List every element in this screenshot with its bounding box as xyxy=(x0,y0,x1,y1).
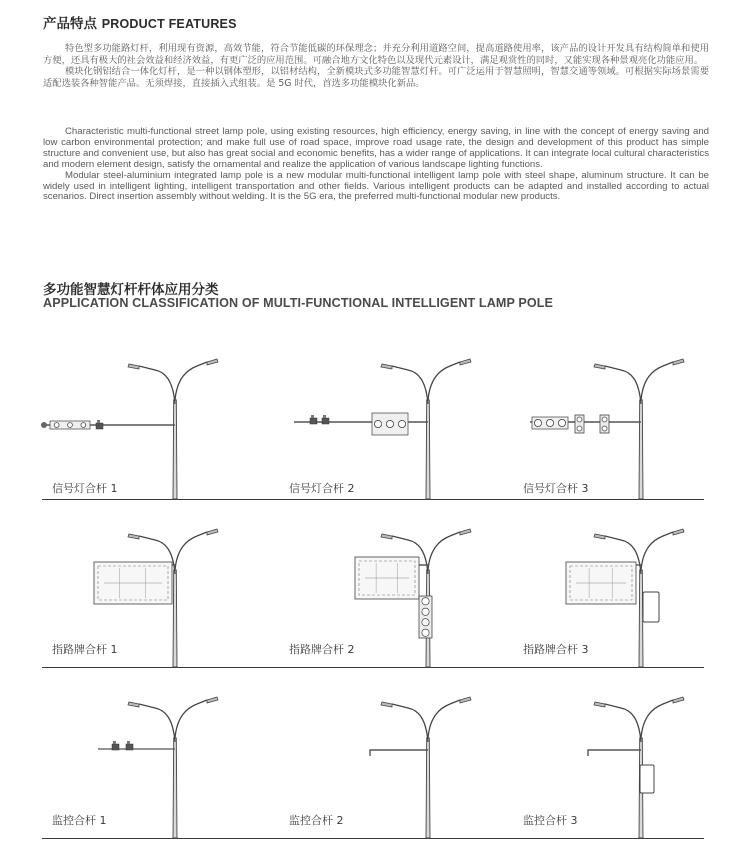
features-en-paragraph-1: Characteristic multi-functional street lamp pole, using existing resources, high efficiency, energy saving, in line with the concept of energy saving and low carbon environmental protection; and make full use of road space, improve road usage rate, the design and development of this product has simple structure and convenient use, but also has great social and economic benefits, has a wider range of applications. It can integrate local cultural characteristics and modern element design, satisfy the ornamental and realize the application of various landscape lighting functions. xyxy=(43,126,709,170)
application-title-zh: 多功能智慧灯杆杆体应用分类 xyxy=(43,282,219,298)
camera-arm xyxy=(588,750,641,756)
application-caption: 监控合杆 1 xyxy=(52,814,107,827)
lamp-pole xyxy=(594,697,684,838)
application-caption: 信号灯合杆 2 xyxy=(289,482,355,495)
application-caption: 指路牌合杆 1 xyxy=(52,643,118,656)
features-zh-paragraph-2: 模块化钢铝结合一体化灯杆，是一种以钢体塑形，以铝材结构，全新模块式多功能智慧灯杆。可广泛运用于智慧照明，智慧交通等领域。可根据实际场景需要适配选装各种智能产品。无须焊接，直接插入式组装。是 5G 时代，首选多功能模块化新品。 xyxy=(43,66,709,89)
features-title-en: PRODUCT FEATURES xyxy=(101,17,237,31)
application-caption: 监控合杆 2 xyxy=(289,814,344,827)
features-title-zh: 产品特点 xyxy=(43,16,97,32)
application-caption: 指路牌合杆 3 xyxy=(523,643,589,656)
application-title-en: APPLICATION CLASSIFICATION OF MULTI-FUNCTIONAL INTELLIGENT LAMP POLE xyxy=(43,296,554,310)
application-caption: 信号灯合杆 3 xyxy=(523,482,589,495)
features-en-paragraph-2: Modular steel-aluminium integrated lamp pole is a new modular multi-functional intelligent lamp pole with steel shape, aluminum structure. It can be widely used in intelligent lighting, intelligent transportation and other fields. Various intelligent products can be adapted and installed according to actual scenarios. Direct insertion assembly without welding. It is the 5G era, the preferred multi-functional modular new products. xyxy=(43,169,709,203)
equipment-cabinet xyxy=(640,765,654,793)
application-caption: 监控合杆 3 xyxy=(523,814,578,827)
features-zh-paragraph-1: 特色型多功能路灯杆，利用现有资源，高效节能，符合节能低碳的环保理念；并充分利用道路空间，提高道路使用率，该产品的设计开发具有结构简单和使用方便，还具有极大的社会效益和经济效益，有更广泛的应用范围。可融合地方文化特色以及现代元素设计，满足观赏性的同时，又能实现各种景观亮化功能应用。 xyxy=(43,43,709,66)
application-caption: 指路牌合杆 2 xyxy=(289,643,355,656)
application-caption: 信号灯合杆 1 xyxy=(52,482,118,495)
